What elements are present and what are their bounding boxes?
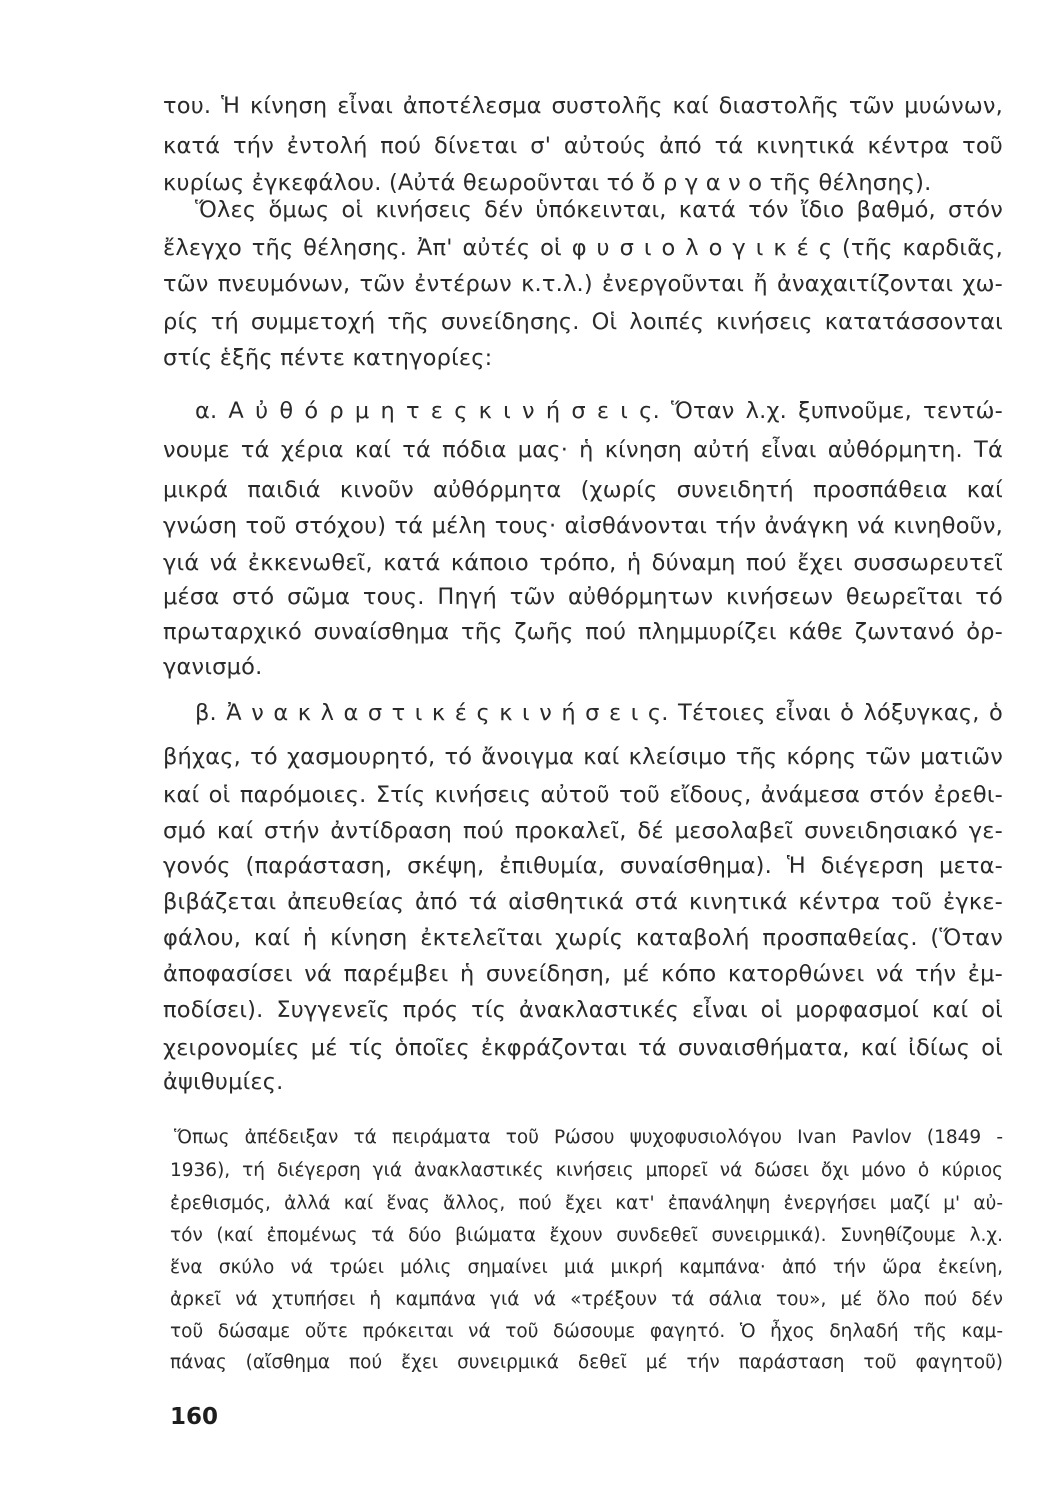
text-line: ποδίσει). Συγγενεῖς πρός τίς ἀνακλαστικές εἶναι οἱ μορφασμοί καί οἱ bbox=[163, 997, 1003, 1023]
text-line: σμό καί στήν ἀντίδραση πού προκαλεῖ, δέ μεσολαβεῖ συνειδησιακό γε- bbox=[163, 818, 1003, 844]
text-line: Ὅλες ὅμως οἱ κινήσεις δέν ὑπόκεινται, κατά τόν ἴδιο βαθμό, στόν bbox=[195, 197, 1003, 223]
text-line: στίς ἑξῆς πέντε κατηγορίες: bbox=[163, 345, 493, 371]
text-line: α. Α ὐ θ ό ρ μ η τ ε ς κ ι ν ή σ ε ι ς. Ὅταν λ.χ. ξυπνοῦμε, τεντώ- bbox=[195, 398, 1003, 424]
text-line: ἀψιθυμίες. bbox=[163, 1069, 284, 1095]
text-line: του. Ἡ κίνηση εἶναι ἀποτέλεσμα συστολῆς καί διαστολῆς τῶν μυώνων, bbox=[163, 93, 1003, 119]
text-line: β. Ἀ ν α κ λ α σ τ ι κ έ ς κ ι ν ή σ ε ι ς. Τέτοιες εἶναι ὁ λόξυγκας, ὁ bbox=[195, 700, 1003, 726]
text-line: γανισμό. bbox=[163, 654, 263, 680]
page-number: 160 bbox=[170, 1404, 219, 1430]
text-line: γιά νά ἐκκενωθεῖ, κατά κάποιο τρόπο, ἡ δύναμη πού ἔχει συσσωρευτεῖ bbox=[163, 550, 1003, 576]
text-line: φάλου, καί ἡ κίνηση ἐκτελεῖται χωρίς καταβολή προσπαθείας. (Ὅταν bbox=[163, 925, 1003, 951]
text-line: πρωταρχικό συναίσθημα τῆς ζωῆς πού πλημμυρίζει κάθε ζωντανό ὀρ- bbox=[163, 619, 1003, 645]
note-line: τοῦ δώσαμε οὔτε πρόκειται νά τοῦ δώσουμε φαγητό. Ὁ ἦχος δηλαδή τῆς καμ- bbox=[170, 1321, 1003, 1342]
note-line: Ὅπως ἀπέδειξαν τά πειράματα τοῦ Ρώσου ψυχοφυσιολόγου Ivan Pavlov (1849 - bbox=[174, 1127, 1003, 1148]
text-line: μέσα στό σῶμα τους. Πηγή τῶν αὐθόρμητων κινήσεων θεωρεῖται τό bbox=[163, 584, 1003, 610]
note-line: τόν (καί ἐπομένως τά δύο βιώματα ἔχουν συνδεθεῖ συνειρμικά). Συνηθίζουμε λ.χ. bbox=[170, 1225, 1003, 1246]
text-line: γνώση τοῦ στόχου) τά μέλη τους· αἰσθάνονται τήν ἀνάγκη νά κινηθοῦν, bbox=[163, 513, 1003, 539]
text-line: κατά τήν ἐντολή πού δίνεται σ' αὐτούς ἀπό τά κινητικά κέντρα τοῦ bbox=[163, 133, 1003, 159]
text-line: ἀποφασίσει νά παρέμβει ἡ συνείδηση, μέ κόπο κατορθώνει νά τήν ἐμ- bbox=[163, 961, 1003, 987]
text-line: γονός (παράσταση, σκέψη, ἐπιθυμία, συναίσθημα). Ἡ διέγερση μετα- bbox=[163, 853, 1003, 879]
text-line: τῶν πνευμόνων, τῶν ἐντέρων κ.τ.λ.) ἐνεργοῦνται ἤ ἀναχαιτίζονται χω- bbox=[163, 271, 1003, 297]
text-line: καί οἱ παρόμοιες. Στίς κινήσεις αὐτοῦ τοῦ εἴδους, ἀνάμεσα στόν ἐρεθι- bbox=[163, 782, 1003, 808]
text-line: βήχας, τό χασμουρητό, τό ἄνοιγμα καί κλείσιμο τῆς κόρης τῶν ματιῶν bbox=[163, 744, 1003, 770]
text-line: ρίς τή συμμετοχή τῆς συνείδησης. Οἱ λοιπές κινήσεις κατατάσσονται bbox=[163, 309, 1003, 335]
text-line: κυρίως ἐγκεφάλου. (Αὐτά θεωροῦνται τό ὄ ρ γ α ν ο τῆς θέλησης). bbox=[163, 170, 932, 196]
text-line: μικρά παιδιά κινοῦν αὐθόρμητα (χωρίς συνειδητή προσπάθεια καί bbox=[163, 477, 1003, 503]
note-line: ἐρεθισμός, ἀλλά καί ἕνας ἄλλος, πού ἔχει κατ' ἐπανάληψη ἐνεργήσει μαζί μ' αὐ- bbox=[170, 1193, 1003, 1214]
text-line: χειρονομίες μέ τίς ὁποῖες ἐκφράζονται τά συναισθήματα, καί ἰδίως οἱ bbox=[163, 1035, 1003, 1061]
text-line: βιβάζεται ἀπευθείας ἀπό τά αἰσθητικά στά κινητικά κέντρα τοῦ ἐγκε- bbox=[163, 889, 1003, 915]
note-line: 1936), τή διέγερση γιά ἀνακλαστικές κινήσεις μπορεῖ νά δώσει ὄχι μόνο ὁ κύριος bbox=[170, 1160, 1003, 1181]
note-line: ἀρκεῖ νά χτυπήσει ἡ καμπάνα γιά νά «τρέξουν τά σάλια του», μέ ὅλο πού δέν bbox=[170, 1289, 1003, 1310]
note-line: ἕνα σκύλο νά τρώει μόλις σημαίνει μιά μικρή καμπάνα· ἀπό τήν ὥρα ἐκείνη, bbox=[170, 1257, 1003, 1278]
note-line: πάνας (αἴσθημα πού ἔχει συνειρμικά δεθεῖ μέ τήν παράσταση τοῦ φαγητοῦ) bbox=[170, 1352, 1003, 1373]
text-line: ἔλεγχο τῆς θέλησης. Ἀπ' αὐτές οἱ φ υ σ ι ο λ ο γ ι κ έ ς (τῆς καρδιᾶς, bbox=[163, 235, 1003, 261]
text-line: νουμε τά χέρια καί τά πόδια μας· ἡ κίνηση αὐτή εἶναι αὐθόρμητη. Τά bbox=[163, 437, 1003, 463]
